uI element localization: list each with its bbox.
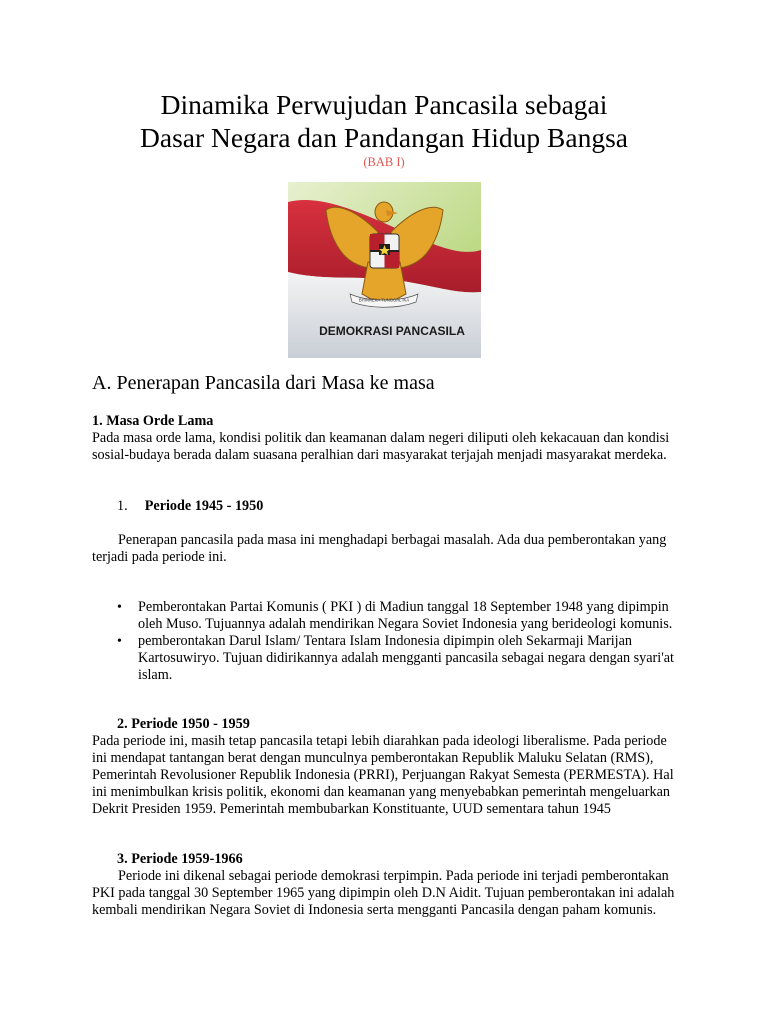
section-a-heading: A. Penerapan Pancasila dari Masa ke masa [92, 372, 435, 394]
period1-heading: Periode 1945 - 1950 [144, 498, 264, 514]
image-caption-text: DEMOKRASI PANCASILA [319, 324, 465, 338]
period1-body: Penerapan pancasila pada masa ini menghadapi berbagai masalah. Ada dua pemberontakan yang terjadi pada periode ini. [92, 532, 667, 565]
period3-body: Periode ini dikenal sebagai periode demokrasi terpimpin. Pada periode ini terjadi pemberontakan PKI pada tanggal 30 September 1965 yang dipimpin oleh D.N Aidit. Tujuan pemberontakan ini adalah kembali mendirikan Negara Soviet di Indonesia serta mengganti Pancasila dengan paham komunis. [92, 868, 675, 918]
bullet-text-2: pemberontakan Darul Islam/ Tentara Islam Indonesia dipimpin oleh Sekarmaji Marijan Kartosuwiryo. Tujuan didirikannya adalah mengganti pancasila sebagai negara dengan syari'at islam. [138, 633, 674, 683]
bullet-icon: • [117, 600, 122, 615]
bullet-text-1: Pemberontakan Partai Komunis ( PKI ) di Madiun tanggal 18 September 1948 yang dipimpin oleh Muso. Tujuannya adalah mendirikan Negara Soviet Indonesia yang berideologi komunis. [138, 599, 673, 632]
title-line-2: Dasar Negara dan Pandangan Hidup Bangsa [140, 122, 628, 153]
period1-number: 1. [117, 498, 128, 514]
period2-heading: 2. Periode 1950 - 1959 [117, 716, 250, 732]
sub1-body: Pada masa orde lama, kondisi politik dan keamanan dalam negeri diliputi oleh kekacauan dan kondisi sosial-budaya berada dalam suasana peralhian dari masyarakat terjajah menjadi masyarakat merdeka. [92, 430, 670, 463]
period2-body: Pada periode ini, masih tetap pancasila tetapi lebih diarahkan pada ideologi liberalisme. Pada periode ini mendapat tantangan berat dengan munculnya pemberontakan Republik Maluku Selatan (RMS), Pemerintah Revolusioner Republik Indonesia (PRRI), Perjuangan Rakyat Semesta (PERMESTA). Hal ini menimbulkan krisis politik, ekonomi dan keamanan yang menyebabkan pemerintah mengeluarkan Dekrit Presiden 1959. Pemerintah membubarkan Konstituante, UUD sementara tahun 1945 [92, 733, 674, 817]
period3-heading: 3. Periode 1959-1966 [117, 851, 243, 867]
page-title [92, 88, 676, 154]
bullet-icon: • [117, 634, 122, 649]
period1-bullet-list [92, 599, 676, 684]
period1-heading-line [117, 498, 677, 515]
garuda-pancasila-image [288, 182, 481, 358]
chapter-subtitle: (BAB I) [363, 155, 405, 169]
garuda-illustration [288, 182, 481, 358]
list-item [92, 633, 676, 684]
list-item [92, 599, 676, 633]
motto-text: BHINNEKA TUNGGAL IKA [358, 297, 410, 303]
title-line-1: Dinamika Perwujudan Pancasila sebagai [160, 89, 608, 120]
sub1-heading: 1. Masa Orde Lama [92, 413, 214, 429]
